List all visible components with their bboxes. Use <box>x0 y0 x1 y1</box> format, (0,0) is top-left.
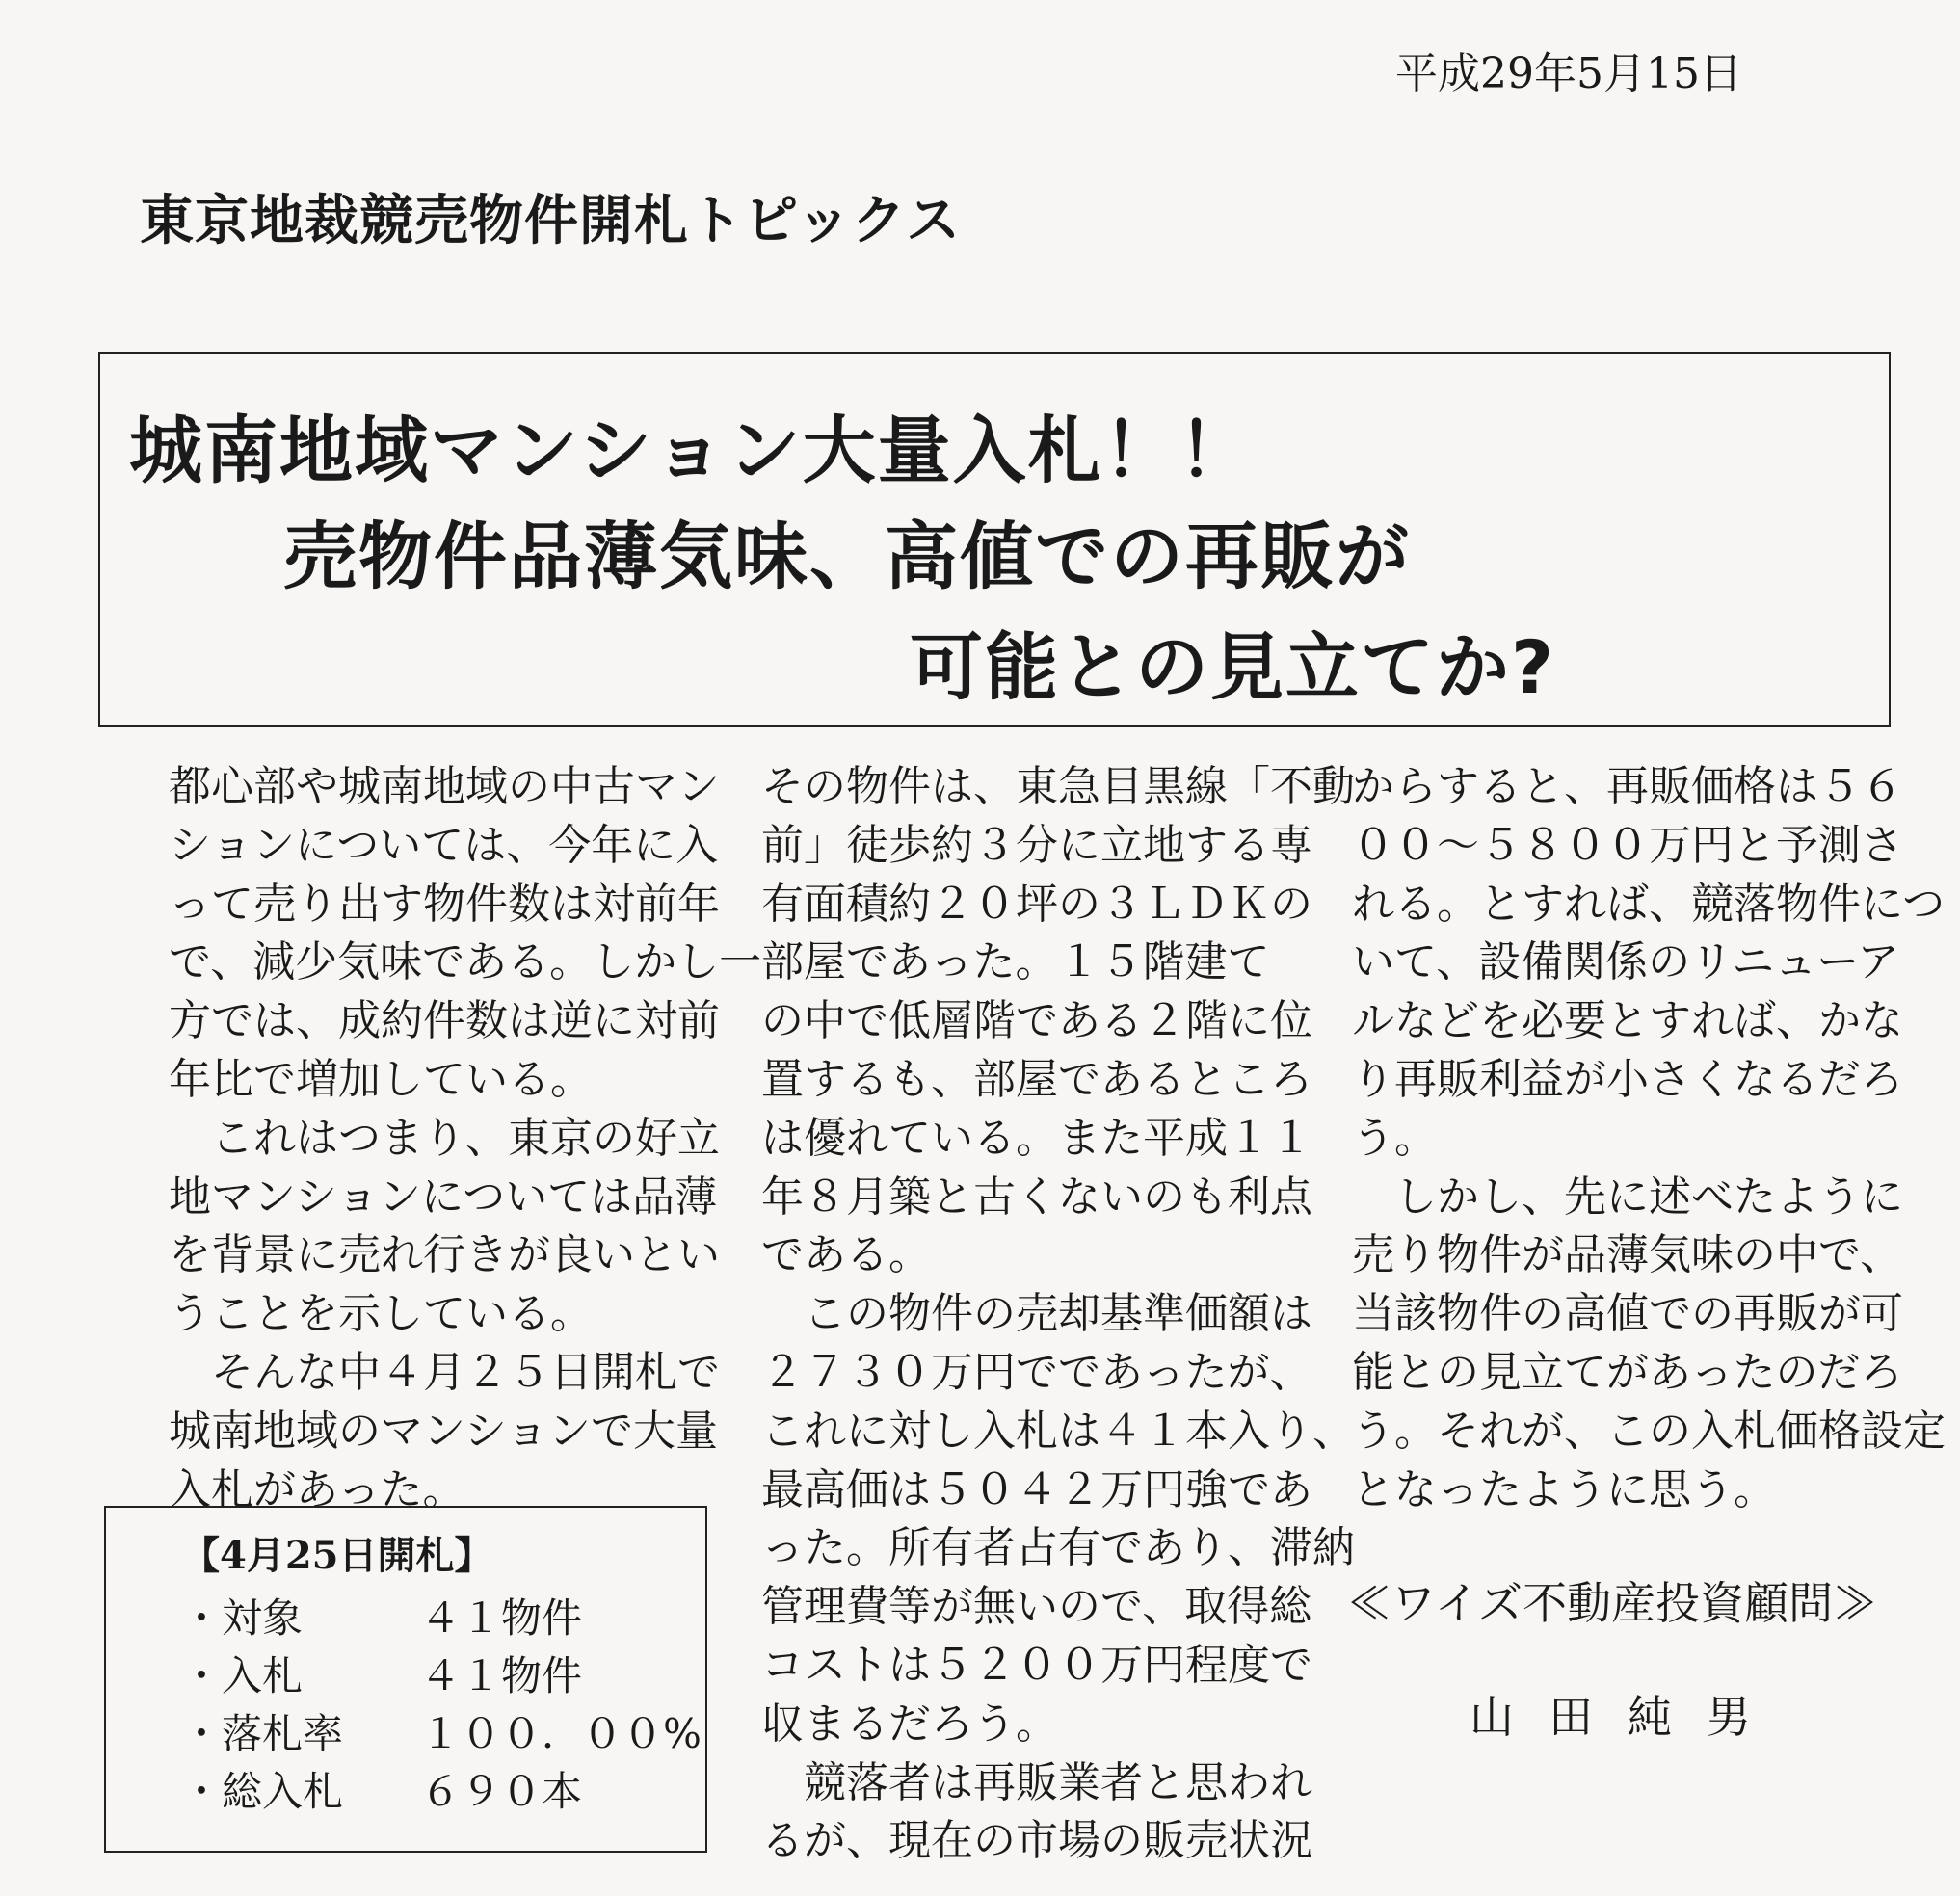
headline-line-2: 売物件品薄気味、高値での再販が <box>283 514 1411 599</box>
article-line: 部屋であった。１５階建て <box>761 937 1270 988</box>
summary-value: ４１物件 <box>420 1594 583 1642</box>
summary-label: ・落札率 <box>181 1710 344 1757</box>
article-line: となったように思う。 <box>1352 1464 1776 1514</box>
article-line: である。 <box>761 1230 931 1280</box>
article-line: 入札があった。 <box>169 1464 465 1514</box>
article-column-1 <box>169 758 761 1519</box>
article-line: 年比で増加している。 <box>169 1054 593 1104</box>
article-line: ルなどを必要とすれば、かな <box>1352 996 1903 1046</box>
headline-line-3: 可能との見立てか? <box>910 624 1556 710</box>
summary-label: ・総入札 <box>181 1768 344 1815</box>
article-line: の中で低層階である２階に位 <box>761 996 1312 1046</box>
article-column-2 <box>761 758 1355 1871</box>
article-line: 城南地域のマンションで大量 <box>169 1406 719 1456</box>
article-line: 方では、成約件数は逆に対前 <box>169 996 720 1046</box>
article-line: うことを示している。 <box>169 1289 593 1339</box>
headline-line-1: 城南地域マンション大量入札！！ <box>129 408 1254 493</box>
article-line: 前」徒歩約３分に立地する専 <box>761 820 1312 870</box>
article-line: 当該物件の高値での再販が可 <box>1352 1289 1903 1339</box>
article-line: 地マンションについては品薄 <box>169 1172 718 1222</box>
article-line: ションについては、今年に入 <box>169 820 719 870</box>
summary-label: ・対象 <box>181 1594 304 1642</box>
article-line: は優れている。また平成１１ <box>761 1113 1312 1163</box>
article-line: った。所有者占有であり、滞納 <box>761 1523 1355 1573</box>
publication-date: 平成29年5月15日 <box>1395 49 1742 98</box>
article-line: 年８月築と古くないのも利点 <box>761 1172 1312 1222</box>
article-line: 都心部や城南地域の中古マン <box>169 762 720 811</box>
article-line: を背景に売れ行きが良いとい <box>169 1230 720 1280</box>
author-firm: ≪ワイズ不動産投資顧問≫ <box>1347 1577 1878 1629</box>
article-line: 最高価は５０４２万円強であ <box>761 1464 1312 1514</box>
article-line: 能との見立てがあったのだろ <box>1352 1347 1903 1397</box>
article-line: で、減少気味である。しかし一 <box>169 937 762 988</box>
article-line: これはつまり、東京の好立 <box>169 1113 720 1163</box>
article-line: 競落者は再販業者と思われ <box>761 1757 1312 1807</box>
article-line: からすると、再販価格は５６ <box>1352 762 1903 811</box>
article-line: コストは５２００万円程度で <box>761 1640 1312 1690</box>
article-line: そんな中４月２５日開札で <box>169 1347 720 1397</box>
article-line: 収まるだろう。 <box>761 1698 1058 1749</box>
article-line: れる。とすれば、競落物件につ <box>1352 879 1946 929</box>
summary-label: ・入札 <box>181 1652 304 1699</box>
article-line: 置するも、部屋であるところ <box>761 1054 1312 1104</box>
auction-summary-title: 【4月25日開札】 <box>181 1533 493 1578</box>
topic-heading: 東京地裁競売物件開札トピックス <box>140 190 962 252</box>
article-line: いて、設備関係のリニューア <box>1352 937 1900 988</box>
article-line: 売り物件が品薄気味の中で、 <box>1352 1230 1903 1280</box>
article-line: その物件は、東急目黒線「不動 <box>761 762 1355 811</box>
article-line: 管理費等が無いので、取得総 <box>761 1582 1312 1632</box>
article-line: この物件の売却基準価額は <box>761 1289 1312 1339</box>
article-line: これに対し入札は４１本入り、 <box>761 1406 1355 1456</box>
article-line: ２７３０万円でであったが、 <box>761 1347 1312 1397</box>
article-line: しかし、先に述べたように <box>1352 1172 1903 1222</box>
article-line: 有面積約２０坪の３ＬＤＫの <box>761 879 1312 929</box>
article-line: るが、現在の市場の販売状況 <box>761 1816 1312 1866</box>
auction-summary-box <box>104 1506 707 1853</box>
summary-value: ６９０本 <box>420 1768 583 1815</box>
summary-value: ４１物件 <box>420 1652 583 1699</box>
article-column-3 <box>1352 758 1946 1519</box>
headline-box <box>98 352 1891 727</box>
article-line: って売り出す物件数は対前年 <box>169 879 720 929</box>
article-line: り再販利益が小さくなるだろ <box>1352 1054 1903 1104</box>
summary-value: １００．００% <box>420 1710 702 1757</box>
author-name: 山田純男 <box>1470 1691 1786 1743</box>
article-line: う。 <box>1352 1113 1437 1163</box>
article-line: う。それが、この入札価格設定 <box>1352 1406 1946 1456</box>
article-line: ００～５８００万円と予測さ <box>1352 820 1903 870</box>
